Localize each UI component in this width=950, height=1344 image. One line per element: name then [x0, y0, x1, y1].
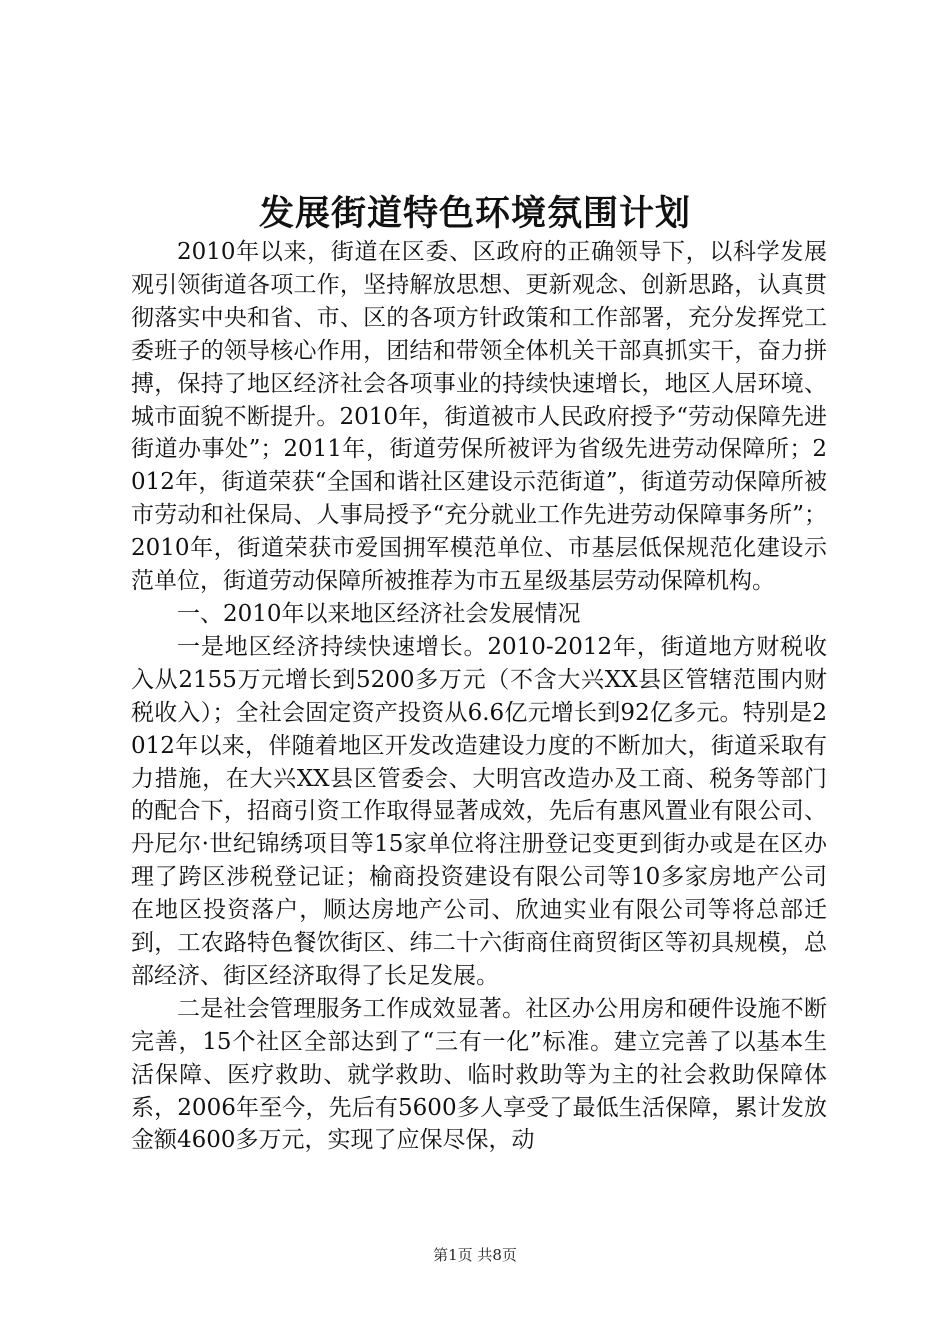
page-footer: 第1页 共8页 — [433, 1246, 517, 1264]
document-title: 发展街道特色环境氛围计划 — [258, 193, 691, 234]
paragraph-economy: 一是地区经济持续快速增长。2010-2012年，街道地方财税收入从2155万元增长到5200多万元（不含大兴XX县区管辖范围内财税收入）；全社会固定资产投资从6.6亿元增长到92亿多元。特别是2012年以来，伴随着地区开发改造建设力度的不断加大，街道采取有力措施，在大兴XX县区管委会、大明宫改造办及工商、税务等部门的配合下，招商引资工作取得显著成效，先后有惠风置业有限公司、丹尼尔·世纪锦绣项目等15家单位将注册登记变更到街办或是在区办理了跨区涉税登记证；榆商投资建设有限公司等10多家房地产公司在地区投资落户，顺达房地产公司、欣迪实业有限公司等将总部迁到，工农路特色餐饮街区、纬二十六街商住商贸街区等初具规模，总部经济、街区经济取得了长足发展。 — [131, 633, 827, 989]
document-body — [131, 236, 827, 1157]
paragraph-intro: 2010年以来，街道在区委、区政府的正确领导下，以科学发展观引领街道各项工作，坚持解放思想、更新观念、创新思路，认真贯彻落实中央和省、市、区的各项方针政策和工作部署，充分发挥党工委班子的领导核心作用，团结和带领全体机关干部真抓实干，奋力拼搏，保持了地区经济社会各项事业的持续快速增长，地区人居环境、城市面貌不断提升。2010年，街道被市人民政府授予“劳动保障先进街道办事处”；2011年，街道劳保所被评为省级先进劳动保障所；2012年，街道荣获“全国和谐社区建设示范街道”，街道劳动保障所被市劳动和社保局、人事局授予“充分就业工作先进劳动保障事务所”；2010年，街道荣获市爱国拥军模范单位、市基层低保规范化建设示范单位，街道劳动保障所被推荐为市五星级基层劳动保障机构。 — [131, 239, 827, 595]
paragraph-social-services: 二是社会管理服务工作成效显著。社区办公用房和硬件设施不断完善，15个社区全部达到了“三有一化”标准。建立完善了以基本生活保障、医疗救助、就学救助、临时救助等为主的社会救助保障体系，2006年至今，先后有5600多人享受了最低生活保障，累计发放金额4600多万元，实现了应保尽保，动 — [131, 995, 827, 1154]
section-heading: 一、2010年以来地区经济社会发展情况 — [177, 600, 581, 627]
